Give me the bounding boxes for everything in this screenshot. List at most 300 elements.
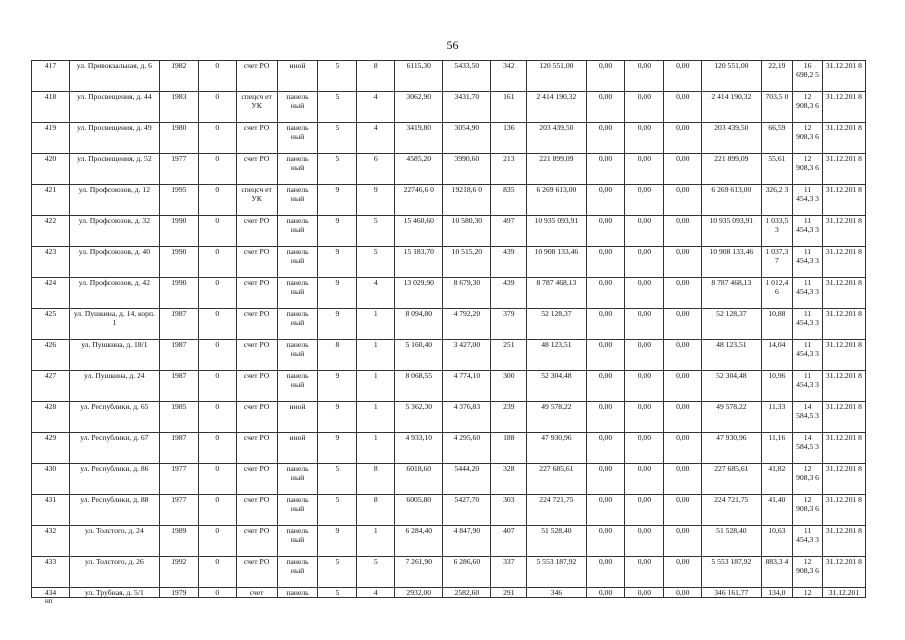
cell-limit-cost: 11 454,3 3 xyxy=(793,526,823,557)
cell-completion-date: 31.12.201 8 xyxy=(822,154,865,185)
cell-cost-c: 0,00 xyxy=(664,464,702,495)
cell-limit-cost: 11 454,3 3 xyxy=(793,371,823,402)
cell-total-area: 6018,60 xyxy=(395,464,443,495)
cell-row-number: 424 xyxy=(32,278,70,309)
cell-planned-cost: 10 908 133,46 xyxy=(527,247,586,278)
cell-row-number: 431 xyxy=(32,495,70,526)
cell-residents: 213 xyxy=(491,154,527,185)
cell-wall-material: панель ный xyxy=(277,185,318,216)
cell-cost-c: 0,00 xyxy=(664,185,702,216)
cell-account-type: счет РО xyxy=(236,526,277,557)
cell-cost-a: 0,00 xyxy=(586,495,625,526)
cell-row-number: 426 xyxy=(32,340,70,371)
cell-wall-material: панель ный xyxy=(277,371,318,402)
cell-floors: 9 xyxy=(318,309,357,340)
cell-residents: 439 xyxy=(491,247,527,278)
cell-cost-b: 0,00 xyxy=(625,340,664,371)
cell-account-type: счет РО xyxy=(236,340,277,371)
cell-cost-b: 0,00 xyxy=(625,185,664,216)
cell-wall-material: панель ный xyxy=(277,247,318,278)
cell-cost-per-sqm: 134,0 xyxy=(761,588,793,598)
cell-cost-a: 0,00 xyxy=(586,402,625,433)
cell-total-area: 8 068,55 xyxy=(395,371,443,402)
cell-cost-a: 0,00 xyxy=(586,340,625,371)
cell-limit-cost: 16 698,2 5 xyxy=(793,61,823,92)
cell-living-area: 4 295,60 xyxy=(443,433,491,464)
cell-row-number: 422 xyxy=(32,216,70,247)
cell-planned-cost: 8 787 468,13 xyxy=(527,278,586,309)
cell-cost-c: 0,00 xyxy=(664,371,702,402)
cell-floors: 9 xyxy=(318,216,357,247)
cell-build-year: 1990 xyxy=(159,247,198,278)
cell-cost-b: 0,00 xyxy=(625,92,664,123)
cell-cost-c: 0,00 xyxy=(664,123,702,154)
cell-cost-b: 0,00 xyxy=(625,526,664,557)
table-row xyxy=(32,123,866,154)
cell-total-area: 6005,80 xyxy=(395,495,443,526)
cell-living-area: 10 515,20 xyxy=(443,247,491,278)
cell-planned-cost: 47 930,96 xyxy=(527,433,586,464)
cell-entrances: 4 xyxy=(357,92,395,123)
cell-col-d: 0 xyxy=(198,216,236,247)
cell-cost-b: 0,00 xyxy=(625,123,664,154)
cell-cost-a: 0,00 xyxy=(586,154,625,185)
cell-floors: 5 xyxy=(318,92,357,123)
cell-cost-a: 0,00 xyxy=(586,123,625,154)
cell-row-number: 429 xyxy=(32,433,70,464)
cell-cost-c: 0,00 xyxy=(664,309,702,340)
cell-total-area: 8 094,80 xyxy=(395,309,443,340)
cell-build-year: 1979 xyxy=(159,588,198,598)
cell-account-type: счет РО xyxy=(236,495,277,526)
cell-col-d: 0 xyxy=(198,433,236,464)
cell-completion-date: 31.12.201 8 xyxy=(822,123,865,154)
cell-cost-per-sqm: 66,59 xyxy=(761,123,793,154)
cell-total-cost: 52 304,48 xyxy=(702,371,761,402)
cell-col-d: 0 xyxy=(198,340,236,371)
cell-total-cost: 2 414 190,32 xyxy=(702,92,761,123)
cell-wall-material: панель ный xyxy=(277,309,318,340)
cell-total-area: 15 460,60 xyxy=(395,216,443,247)
cell-cost-per-sqm: 1 033,5 3 xyxy=(761,216,793,247)
cell-col-d: 0 xyxy=(198,526,236,557)
cell-cost-per-sqm: 703,5 0 xyxy=(761,92,793,123)
cell-planned-cost: 224 721,75 xyxy=(527,495,586,526)
cell-cost-c: 0,00 xyxy=(664,278,702,309)
cell-address: ул. Просвещения, д. 44 xyxy=(69,92,159,123)
cell-floors: 9 xyxy=(318,247,357,278)
cell-cost-a: 0,00 xyxy=(586,247,625,278)
cell-completion-date: 31.12.201 xyxy=(822,588,865,598)
cell-cost-c: 0,00 xyxy=(664,340,702,371)
cell-cost-c: 0,00 xyxy=(664,433,702,464)
cell-total-cost: 227 685,61 xyxy=(702,464,761,495)
cell-planned-cost: 227 685,61 xyxy=(527,464,586,495)
table-row xyxy=(32,216,866,247)
cell-completion-date: 31.12.201 8 xyxy=(822,433,865,464)
cell-limit-cost: 11 454,3 3 xyxy=(793,247,823,278)
cell-residents: 300 xyxy=(491,371,527,402)
cell-planned-cost: 120 551,00 xyxy=(527,61,586,92)
cell-cost-c: 0,00 xyxy=(664,61,702,92)
cell-cost-per-sqm: 10,96 xyxy=(761,371,793,402)
cell-address: ул. Профсоюзов, д. 32 xyxy=(69,216,159,247)
cell-total-area: 2932,00 xyxy=(395,588,443,598)
cell-wall-material: панель ный xyxy=(277,464,318,495)
cell-row-number: 434 xyxy=(32,588,70,598)
cell-cost-c: 0,00 xyxy=(664,216,702,247)
cell-build-year: 1977 xyxy=(159,154,198,185)
cell-floors: 5 xyxy=(318,557,357,588)
cell-entrances: 5 xyxy=(357,557,395,588)
cell-total-area: 6115,30 xyxy=(395,61,443,92)
cell-planned-cost: 10 935 093,91 xyxy=(527,216,586,247)
cell-col-d: 0 xyxy=(198,557,236,588)
cell-cost-per-sqm: 1 012,4 6 xyxy=(761,278,793,309)
cell-build-year: 1977 xyxy=(159,464,198,495)
cell-cost-a: 0,00 xyxy=(586,433,625,464)
cell-total-area: 4 933,10 xyxy=(395,433,443,464)
cell-living-area: 3431,70 xyxy=(443,92,491,123)
cell-completion-date: 31.12.201 8 xyxy=(822,61,865,92)
cell-completion-date: 31.12.201 8 xyxy=(822,185,865,216)
cell-residents: 407 xyxy=(491,526,527,557)
cell-cost-a: 0,00 xyxy=(586,464,625,495)
cell-build-year: 1985 xyxy=(159,402,198,433)
cell-planned-cost: 49 578,22 xyxy=(527,402,586,433)
cell-living-area: 19218,6 0 xyxy=(443,185,491,216)
cell-col-d: 0 xyxy=(198,185,236,216)
cell-row-number: 423 xyxy=(32,247,70,278)
cell-living-area: 5444,20 xyxy=(443,464,491,495)
cell-col-d: 0 xyxy=(198,495,236,526)
cell-limit-cost: 12 xyxy=(793,588,823,598)
cell-total-cost: 224 721,75 xyxy=(702,495,761,526)
cell-limit-cost: 11 454,3 3 xyxy=(793,185,823,216)
cell-cost-a: 0,00 xyxy=(586,309,625,340)
cell-cost-b: 0,00 xyxy=(625,402,664,433)
cell-total-cost: 346 161,77 xyxy=(702,588,761,598)
table-row xyxy=(32,154,866,185)
cell-row-number: 418 xyxy=(32,92,70,123)
cell-entrances: 1 xyxy=(357,340,395,371)
cell-row-number: 419 xyxy=(32,123,70,154)
cell-account-type: спецсч ет УК xyxy=(236,185,277,216)
cell-total-area: 22746,6 0 xyxy=(395,185,443,216)
cell-total-cost: 51 528,40 xyxy=(702,526,761,557)
cell-total-area: 5 160,40 xyxy=(395,340,443,371)
cell-floors: 9 xyxy=(318,185,357,216)
cell-row-number: 432 xyxy=(32,526,70,557)
cell-cost-per-sqm: 1 037,3 7 xyxy=(761,247,793,278)
cell-living-area: 8 679,30 xyxy=(443,278,491,309)
cell-row-number: 421 xyxy=(32,185,70,216)
cell-limit-cost: 12 908,3 6 xyxy=(793,154,823,185)
cell-cost-b: 0,00 xyxy=(625,371,664,402)
cell-cost-per-sqm: 55,61 xyxy=(761,154,793,185)
cell-living-area: 4 774,10 xyxy=(443,371,491,402)
cell-planned-cost: 2 414 190,32 xyxy=(527,92,586,123)
cell-residents: 835 xyxy=(491,185,527,216)
table-row xyxy=(32,557,866,588)
cell-total-cost: 120 551,00 xyxy=(702,61,761,92)
cell-row-number: 425 xyxy=(32,309,70,340)
cell-living-area: 5427,70 xyxy=(443,495,491,526)
cell-account-type: спецсч ет УК xyxy=(236,92,277,123)
cell-entrances: 8 xyxy=(357,495,395,526)
cell-account-type: счет РО xyxy=(236,309,277,340)
cell-residents: 291 xyxy=(491,588,527,598)
cell-build-year: 1990 xyxy=(159,278,198,309)
cell-address: ул. Привокзальная, д. 6 xyxy=(69,61,159,92)
cell-address: ул. Республики, д. 65 xyxy=(69,402,159,433)
cell-entrances: 4 xyxy=(357,278,395,309)
cell-account-type: счет РО xyxy=(236,123,277,154)
cell-floors: 5 xyxy=(318,588,357,598)
cell-account-type: счет РО xyxy=(236,154,277,185)
cell-entrances: 4 xyxy=(357,123,395,154)
page-number: 56 xyxy=(446,38,459,52)
cell-living-area: 3990,60 xyxy=(443,154,491,185)
cell-planned-cost: 5 553 187,92 xyxy=(527,557,586,588)
cell-living-area: 4 376,83 xyxy=(443,402,491,433)
cell-entrances: 8 xyxy=(357,61,395,92)
cell-account-type: счет РО xyxy=(236,216,277,247)
cell-cost-b: 0,00 xyxy=(625,278,664,309)
cell-wall-material: панель ный xyxy=(277,154,318,185)
cell-living-area: 5433,50 xyxy=(443,61,491,92)
cell-floors: 9 xyxy=(318,402,357,433)
cell-address: ул. Просвещения, д. 52 xyxy=(69,154,159,185)
cell-total-cost: 221 899,09 xyxy=(702,154,761,185)
cell-entrances: 1 xyxy=(357,371,395,402)
cell-account-type: счет РО xyxy=(236,433,277,464)
cell-build-year: 1992 xyxy=(159,557,198,588)
cell-total-area: 3419,80 xyxy=(395,123,443,154)
cell-cost-a: 0,00 xyxy=(586,92,625,123)
cell-total-area: 6 284,40 xyxy=(395,526,443,557)
cell-address: ул. Профсоюзов, д. 40 xyxy=(69,247,159,278)
cell-account-type: счет РО xyxy=(236,557,277,588)
cell-build-year: 1987 xyxy=(159,371,198,402)
cell-entrances: 1 xyxy=(357,526,395,557)
cell-col-d: 0 xyxy=(198,278,236,309)
cell-living-area: 10 580,30 xyxy=(443,216,491,247)
cell-cost-a: 0,00 xyxy=(586,216,625,247)
cell-floors: 9 xyxy=(318,371,357,402)
cell-limit-cost: 12 908,3 6 xyxy=(793,123,823,154)
cell-account-type: счет РО xyxy=(236,402,277,433)
cell-cost-a: 0,00 xyxy=(586,185,625,216)
cell-cost-b: 0,00 xyxy=(625,309,664,340)
cell-floors: 9 xyxy=(318,526,357,557)
table-row xyxy=(32,185,866,216)
cell-planned-cost: 48 123,51 xyxy=(527,340,586,371)
cell-entrances: 5 xyxy=(357,216,395,247)
cell-cost-b: 0,00 xyxy=(625,154,664,185)
table-row xyxy=(32,588,866,598)
cell-floors: 8 xyxy=(318,340,357,371)
cell-account-type: счет xyxy=(236,588,277,598)
cell-floors: 5 xyxy=(318,154,357,185)
cell-build-year: 1980 xyxy=(159,123,198,154)
cell-cost-c: 0,00 xyxy=(664,526,702,557)
cell-planned-cost: 51 528,40 xyxy=(527,526,586,557)
cell-floors: 5 xyxy=(318,464,357,495)
table-body xyxy=(32,61,866,598)
cell-col-d: 0 xyxy=(198,61,236,92)
cell-planned-cost: 346 xyxy=(527,588,586,598)
table-row xyxy=(32,309,866,340)
cell-living-area: 6 286,60 xyxy=(443,557,491,588)
table-row xyxy=(32,278,866,309)
cell-completion-date: 31.12.201 8 xyxy=(822,340,865,371)
cell-planned-cost: 52 304,48 xyxy=(527,371,586,402)
cell-account-type: счет РО xyxy=(236,61,277,92)
cell-total-cost: 52 128,37 xyxy=(702,309,761,340)
cell-account-type: счет РО xyxy=(236,247,277,278)
cell-residents: 136 xyxy=(491,123,527,154)
table-row xyxy=(32,495,866,526)
cell-cost-per-sqm: 11,33 xyxy=(761,402,793,433)
table-row xyxy=(32,526,866,557)
cell-cost-c: 0,00 xyxy=(664,495,702,526)
cell-total-cost: 203 439,50 xyxy=(702,123,761,154)
cell-cost-per-sqm: 10,88 xyxy=(761,309,793,340)
table-row xyxy=(32,247,866,278)
cell-address: ул. Просвещения, д. 49 xyxy=(69,123,159,154)
cell-total-area: 7 261,90 xyxy=(395,557,443,588)
cell-cost-a: 0,00 xyxy=(586,557,625,588)
cell-entrances: 1 xyxy=(357,402,395,433)
cell-living-area: 4 792,20 xyxy=(443,309,491,340)
cell-limit-cost: 12 908,3 6 xyxy=(793,495,823,526)
cell-floors: 5 xyxy=(318,123,357,154)
table-row xyxy=(32,464,866,495)
cell-floors: 5 xyxy=(318,61,357,92)
cell-wall-material: панель ный xyxy=(277,495,318,526)
cell-account-type: счет РО xyxy=(236,464,277,495)
cell-address: ул. Республики, д. 86 xyxy=(69,464,159,495)
cell-total-cost: 49 578,22 xyxy=(702,402,761,433)
cell-wall-material: иной xyxy=(277,402,318,433)
cell-cost-a: 0,00 xyxy=(586,61,625,92)
cell-cost-a: 0,00 xyxy=(586,526,625,557)
cell-cost-b: 0,00 xyxy=(625,216,664,247)
footer-mark: нп xyxy=(45,597,53,605)
cell-living-area: 4 847,90 xyxy=(443,526,491,557)
cell-address: ул. Республики, д. 88 xyxy=(69,495,159,526)
cell-limit-cost: 11 454,3 3 xyxy=(793,278,823,309)
cell-limit-cost: 11 454,3 3 xyxy=(793,309,823,340)
cell-wall-material: иной xyxy=(277,61,318,92)
cell-limit-cost: 11 454,3 3 xyxy=(793,216,823,247)
cell-entrances: 1 xyxy=(357,309,395,340)
cell-limit-cost: 14 584,5 3 xyxy=(793,433,823,464)
cell-cost-c: 0,00 xyxy=(664,557,702,588)
cell-build-year: 1987 xyxy=(159,433,198,464)
cell-total-cost: 10 908 133,46 xyxy=(702,247,761,278)
cell-limit-cost: 14 584,5 3 xyxy=(793,402,823,433)
cell-row-number: 420 xyxy=(32,154,70,185)
cell-cost-c: 0,00 xyxy=(664,588,702,598)
cell-completion-date: 31.12.201 8 xyxy=(822,278,865,309)
cell-cost-per-sqm: 41,40 xyxy=(761,495,793,526)
cell-address: ул. Пушкина, д. 14, корп. 1 xyxy=(69,309,159,340)
cell-cost-b: 0,00 xyxy=(625,61,664,92)
cell-address: ул. Трубная, д. 5/1 xyxy=(69,588,159,598)
cell-total-area: 5 362,30 xyxy=(395,402,443,433)
cell-completion-date: 31.12.201 8 xyxy=(822,402,865,433)
cell-completion-date: 31.12.201 8 xyxy=(822,464,865,495)
cell-completion-date: 31.12.201 8 xyxy=(822,371,865,402)
table-row xyxy=(32,61,866,92)
cell-wall-material: панель ный xyxy=(277,278,318,309)
cell-cost-a: 0,00 xyxy=(586,278,625,309)
cell-col-d: 0 xyxy=(198,309,236,340)
cell-cost-b: 0,00 xyxy=(625,464,664,495)
cell-cost-b: 0,00 xyxy=(625,557,664,588)
cell-address: ул. Профсоюзов, д. 12 xyxy=(69,185,159,216)
cell-total-area: 3062,90 xyxy=(395,92,443,123)
cell-living-area: 3 427,00 xyxy=(443,340,491,371)
cell-completion-date: 31.12.201 8 xyxy=(822,216,865,247)
cell-planned-cost: 6 269 613,00 xyxy=(527,185,586,216)
cell-col-d: 0 xyxy=(198,402,236,433)
cell-entrances: 8 xyxy=(357,464,395,495)
cell-residents: 239 xyxy=(491,402,527,433)
table-row xyxy=(32,92,866,123)
cell-wall-material: панель ный xyxy=(277,123,318,154)
cell-address: ул. Толстого, д. 26 xyxy=(69,557,159,588)
cell-row-number: 417 xyxy=(32,61,70,92)
cell-wall-material: панель ный xyxy=(277,557,318,588)
cell-total-cost: 5 553 187,92 xyxy=(702,557,761,588)
cell-entrances: 6 xyxy=(357,154,395,185)
cell-limit-cost: 12 908,3 6 xyxy=(793,464,823,495)
cell-wall-material: панель ный xyxy=(277,92,318,123)
cell-planned-cost: 52 128,37 xyxy=(527,309,586,340)
cell-col-d: 0 xyxy=(198,371,236,402)
cell-wall-material: панель xyxy=(277,588,318,598)
cell-cost-per-sqm: 14,04 xyxy=(761,340,793,371)
cell-row-number: 430 xyxy=(32,464,70,495)
cell-total-area: 13 029,90 xyxy=(395,278,443,309)
cell-entrances: 1 xyxy=(357,433,395,464)
cell-residents: 328 xyxy=(491,464,527,495)
table-row xyxy=(32,402,866,433)
cell-build-year: 1983 xyxy=(159,92,198,123)
cell-cost-b: 0,00 xyxy=(625,247,664,278)
cell-cost-c: 0,00 xyxy=(664,92,702,123)
cell-wall-material: панель ный xyxy=(277,526,318,557)
cell-cost-b: 0,00 xyxy=(625,588,664,598)
cell-floors: 9 xyxy=(318,433,357,464)
cell-col-d: 0 xyxy=(198,123,236,154)
cell-build-year: 1987 xyxy=(159,340,198,371)
cell-col-d: 0 xyxy=(198,92,236,123)
cell-entrances: 4 xyxy=(357,588,395,598)
cell-cost-per-sqm: 22,19 xyxy=(761,61,793,92)
cell-build-year: 1987 xyxy=(159,309,198,340)
cell-residents: 251 xyxy=(491,340,527,371)
cell-total-cost: 6 269 613,00 xyxy=(702,185,761,216)
cell-completion-date: 31.12.201 8 xyxy=(822,247,865,278)
cell-completion-date: 31.12.201 8 xyxy=(822,309,865,340)
cell-wall-material: панель ный xyxy=(277,216,318,247)
cell-row-number: 433 xyxy=(32,557,70,588)
cell-account-type: счет РО xyxy=(236,371,277,402)
